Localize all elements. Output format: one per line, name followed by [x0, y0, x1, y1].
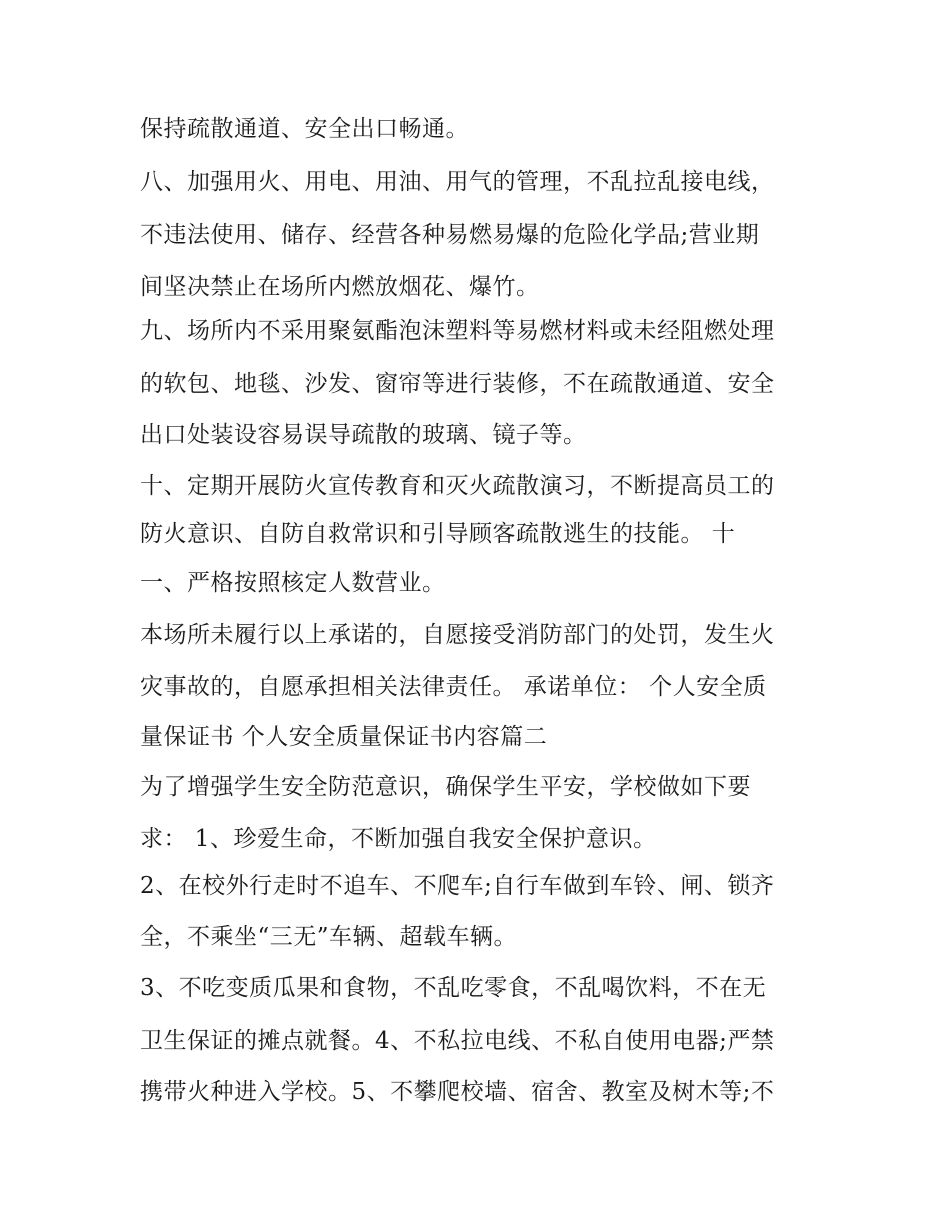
text-line: 求： 1、珍爱生命，不断加强自我安全保护意识。 [140, 826, 657, 852]
text-line: 2、在校外行走时不追车、不爬车;自行车做到车铃、闸、锁齐 [140, 873, 775, 899]
text-line: 3、不吃变质瓜果和食物，不乱吃零食，不乱喝饮料，不在无 [140, 975, 767, 1001]
text-line: 携带火种进入学校。5、不攀爬校墙、宿舍、教室及树木等;不 [140, 1079, 775, 1105]
text-line: 的软包、地毯、沙发、窗帘等进行装修，不在疏散通道、安全 [140, 371, 775, 397]
text-line: 灾事故的，自愿承担相关法律责任。 承诺单位： 个人安全质 [140, 674, 767, 700]
text-line: 防火意识、自防自救常识和引导顾客疏散逃生的技能。 十 [140, 521, 736, 547]
text-line: 为了增强学生安全防范意识，确保学生平安，学校做如下要 [140, 774, 751, 800]
text-line: 八、加强用火、用电、用油、用气的管理，不乱拉乱接电线， [140, 169, 775, 195]
text-line: 卫生保证的摊点就餐。4、不私拉电线、不私自使用电器;严禁 [140, 1028, 775, 1054]
text-line: 一、严格按照核定人数营业。 [140, 570, 446, 596]
text-line: 量保证书 个人安全质量保证书内容篇二 [140, 724, 548, 750]
text-line: 九、场所内不采用聚氨酯泡沫塑料等易燃材料或未经阻燃处理 [140, 318, 775, 344]
text-line: 出口处装设容易误导疏散的玻璃、镜子等。 [140, 422, 587, 448]
text-line: 间坚决禁止在场所内燃放烟花、爆竹。 [140, 274, 540, 300]
text-line: 全，不乘坐“三无”车辆、超载车辆。 [140, 924, 518, 950]
text-line: 本场所未履行以上承诺的，自愿接受消防部门的处罚，发生火 [140, 622, 775, 648]
text-line: 不违法使用、储存、经营各种易燃易爆的危险化学品;营业期 [140, 222, 760, 248]
text-line: 保持疏散通道、安全出口畅通。 [140, 116, 469, 142]
text-line: 十、定期开展防火宣传教育和灭火疏散演习，不断提高员工的 [140, 473, 775, 499]
